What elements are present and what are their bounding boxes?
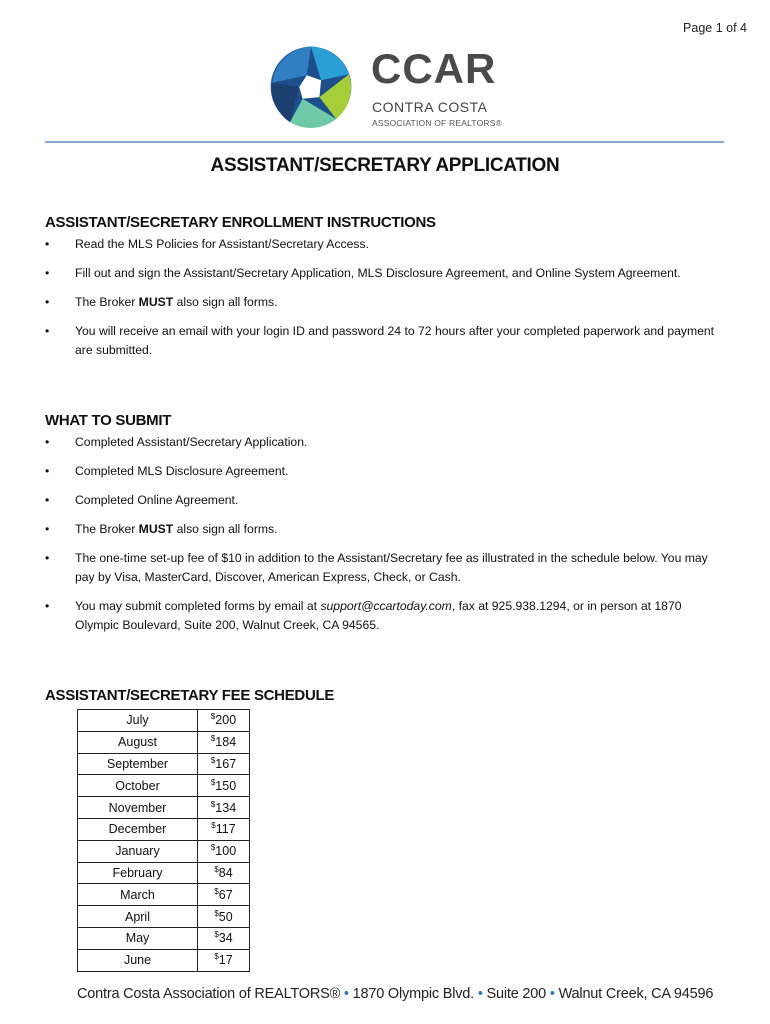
list-item-text: The Broker MUST also sign all forms. [75, 295, 278, 309]
fee-month: June [78, 949, 198, 971]
fee-month: August [78, 731, 198, 753]
fee-month: February [78, 862, 198, 884]
bullet-icon: • [45, 464, 50, 478]
bullet-icon: • [45, 551, 50, 565]
bullet-icon: • [45, 324, 50, 338]
emphasis-text: MUST [138, 522, 174, 536]
table-row [78, 797, 250, 819]
emphasis-text: MUST [138, 295, 174, 309]
submit-heading: WHAT TO SUBMIT [45, 412, 172, 429]
currency-symbol: $ [210, 799, 216, 809]
list-item [45, 322, 725, 360]
fee-amount: $84 [198, 862, 250, 884]
fee-amount: $150 [198, 775, 250, 797]
currency-symbol: $ [210, 734, 216, 744]
fee-schedule-table [77, 709, 250, 972]
table-row [78, 949, 250, 971]
fee-amount: $34 [198, 927, 250, 949]
email-text: support@ccartoday.com [320, 599, 452, 613]
list-item [45, 462, 725, 481]
footer-org: Contra Costa Association of REALTORS® [77, 986, 341, 1002]
logo-brand: CCAR [371, 45, 497, 92]
logo-line2: ASSOCIATION OF REALTORS® [372, 118, 503, 128]
fee-amount: $117 [198, 818, 250, 840]
fee-month: May [78, 927, 198, 949]
page-number: Page 1 of 4 [683, 21, 747, 35]
fee-amount: $17 [198, 949, 250, 971]
list-item [45, 264, 725, 283]
list-item-text: Read the MLS Policies for Assistant/Secretary Access. [75, 237, 369, 251]
fee-amount: $50 [198, 906, 250, 928]
list-item [45, 433, 725, 452]
fee-month: December [78, 818, 198, 840]
table-row [78, 840, 250, 862]
table-row [78, 731, 250, 753]
fee-month: April [78, 906, 198, 928]
currency-symbol: $ [214, 864, 219, 874]
table-row [78, 775, 250, 797]
table-row [78, 884, 250, 906]
footer-address: 1870 Olympic Blvd. [352, 986, 474, 1002]
fee-month: October [78, 775, 198, 797]
table-row [78, 862, 250, 884]
currency-symbol: $ [214, 908, 219, 918]
bullet-icon: • [45, 435, 50, 449]
currency-symbol: $ [214, 886, 219, 896]
fee-month: January [78, 840, 198, 862]
logo-line1: CONTRA COSTA [372, 99, 488, 115]
fee-month: July [78, 710, 198, 732]
fee-month: September [78, 753, 198, 775]
list-item-text: Completed Online Agreement. [75, 493, 239, 507]
list-item-text: The Broker MUST also sign all forms. [75, 522, 278, 536]
header-divider [45, 141, 724, 143]
bullet-icon: • [45, 266, 50, 280]
table-row [78, 927, 250, 949]
fee-amount: $100 [198, 840, 250, 862]
footer-separator: • [477, 986, 483, 1002]
footer-separator: • [343, 986, 349, 1002]
fee-amount: $67 [198, 884, 250, 906]
ccar-camera-shutter-logo-icon [269, 44, 353, 130]
table-row [78, 710, 250, 732]
currency-symbol: $ [214, 930, 219, 940]
instructions-heading: ASSISTANT/SECRETARY ENROLLMENT INSTRUCTIONS [45, 214, 436, 231]
table-row [78, 818, 250, 840]
fee-amount: $167 [198, 753, 250, 775]
fee-month: November [78, 797, 198, 819]
page-title: ASSISTANT/SECRETARY APPLICATION [210, 155, 560, 176]
table-row [78, 906, 250, 928]
ccar-logo [269, 44, 509, 134]
instructions-list [45, 235, 725, 360]
footer-city: Walnut Creek, CA 94596 [558, 986, 714, 1002]
list-item-text: Completed Assistant/Secretary Application. [75, 435, 308, 449]
submit-list [45, 433, 725, 635]
list-item [45, 235, 725, 254]
bullet-icon: • [45, 295, 50, 309]
list-item-text: You will receive an email with your login ID and password 24 to 72 hours after your completed paperwork and payment are submitted. [75, 324, 715, 357]
bullet-icon: • [45, 522, 50, 536]
bullet-icon: • [45, 237, 50, 251]
list-item-text: Completed MLS Disclosure Agreement. [75, 464, 289, 478]
table-row [78, 753, 250, 775]
currency-symbol: $ [210, 712, 216, 722]
list-item-text: You may submit completed forms by email at support@ccartoday.com, fax at 925.938.1294, or in person at 1870 Olympic Boulevard, Suite 200, Walnut Creek, CA 94565. [75, 599, 682, 632]
fee-amount: $184 [198, 731, 250, 753]
list-item-text: The one-time set-up fee of $10 in addition to the Assistant/Secretary fee as illustrated in the schedule below. You may pay by Visa, MasterCard, Discover, American Express, Check, or Cash. [75, 551, 708, 584]
currency-symbol: $ [210, 843, 216, 853]
list-item [45, 293, 725, 312]
currency-symbol: $ [210, 755, 216, 765]
list-item [45, 491, 725, 510]
fee-amount: $134 [198, 797, 250, 819]
bullet-icon: • [45, 599, 50, 613]
footer-suite: Suite 200 [486, 986, 547, 1002]
footer-separator: • [549, 986, 555, 1002]
fee-amount: $200 [198, 710, 250, 732]
list-item [45, 597, 725, 635]
fee-schedule-heading: ASSISTANT/SECRETARY FEE SCHEDULE [45, 687, 335, 704]
footer [77, 986, 713, 1002]
currency-symbol: $ [210, 777, 216, 787]
currency-symbol: $ [214, 952, 219, 962]
list-item-text: Fill out and sign the Assistant/Secretary Application, MLS Disclosure Agreement, and Online System Agreement. [75, 266, 681, 280]
bullet-icon: • [45, 493, 50, 507]
fee-month: March [78, 884, 198, 906]
list-item [45, 520, 725, 539]
list-item [45, 549, 725, 587]
currency-symbol: $ [211, 821, 216, 831]
